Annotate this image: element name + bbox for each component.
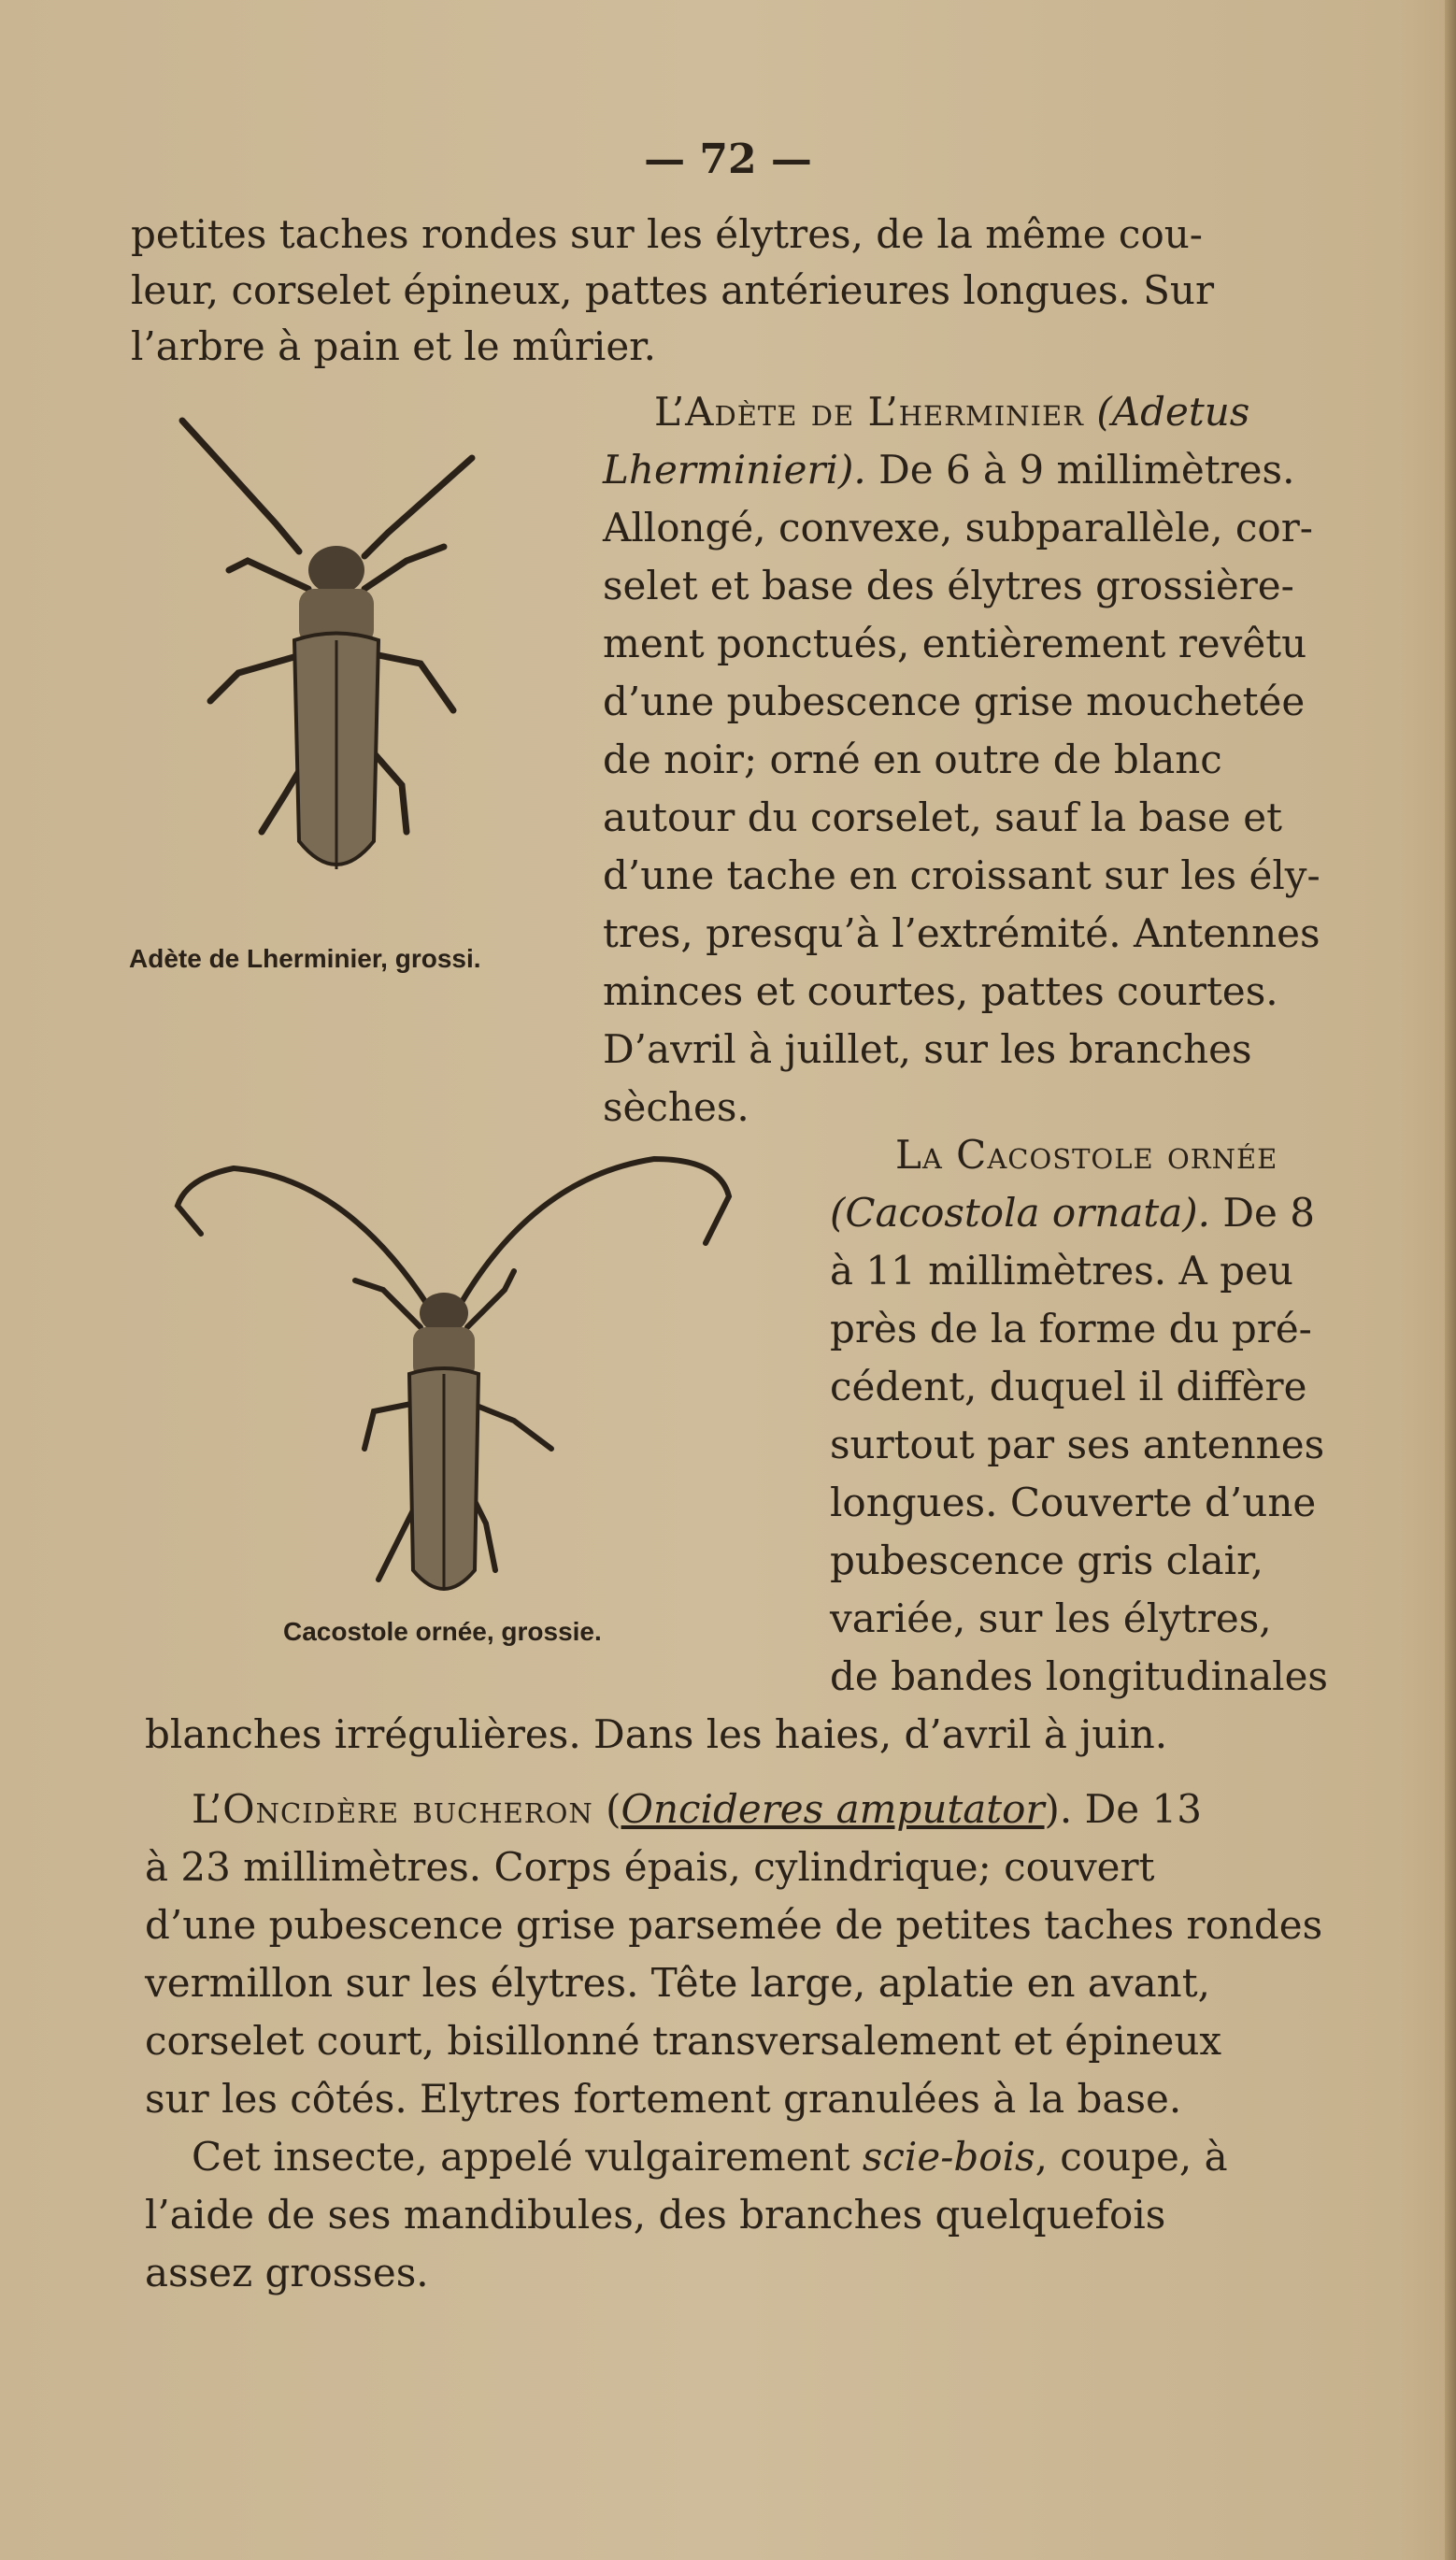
oncidere-heading-line: L’Oncidère bucheron (Oncideres amputator). De 13	[192, 1786, 1202, 1832]
adete-line: tres, presqu’à l’extrémité. Antennes	[603, 910, 1320, 956]
cacostole-latin: (Cacostola ornata).	[830, 1190, 1211, 1236]
intro-line: l’arbre à pain et le mûrier.	[131, 323, 656, 369]
para2-italic: scie-bois	[862, 2134, 1035, 2180]
adete-line: ment ponctués, entièrement revêtu	[603, 621, 1307, 666]
adete-latin: (Adetus	[1096, 389, 1250, 435]
cacostole-line: variée, sur les élytres,	[830, 1595, 1272, 1641]
oncidere-paragraph-2-line: assez grosses.	[145, 2250, 429, 2295]
page-number: — 72 —	[644, 136, 812, 183]
cacostole-caption: Cacostole ornée, grossie.	[283, 1617, 602, 1646]
oncidere-line: d’une pubescence grise parsemée de petites taches rondes	[145, 1902, 1323, 1948]
para2-end: , coupe, à	[1035, 2134, 1228, 2180]
intro-line: leur, corselet épineux, pattes antérieures longues. Sur	[131, 267, 1215, 313]
oncidere-line: à 23 millimètres. Corps épais, cylindrique; couvert	[145, 1844, 1155, 1890]
adete-line: selet et base des élytres grossière-	[603, 563, 1294, 608]
cacostole-line: pubescence gris clair,	[830, 1537, 1263, 1583]
adete-line: de noir; orné en outre de blanc	[603, 737, 1222, 782]
cacostole-illustration	[159, 1140, 813, 1608]
oncidere-line: sur les côtés. Elytres fortement granulées à la base.	[145, 2076, 1182, 2122]
para2-start: Cet insecte, appelé vulgairement	[192, 2134, 863, 2180]
cacostole-antenna-left	[178, 1168, 430, 1309]
adete-name: L’Adète de L’herminier	[654, 389, 1085, 435]
adete-line: d’une tache en croissant sur les ély-	[603, 852, 1320, 898]
cacostole-line: cédent, duquel il diffère	[830, 1364, 1307, 1409]
oncidere-latin: Oncideres amputator	[621, 1786, 1045, 1832]
oncidere-line: corselet court, bisillonné transversalement et épineux	[145, 2018, 1222, 2064]
adete-head	[308, 546, 364, 594]
page-edge-shadow	[1445, 0, 1456, 2560]
adete-line: d’une pubescence grise mouchetée	[603, 679, 1306, 724]
cacostole-line: à 11 millimètres. A peu	[830, 1248, 1293, 1294]
adete-line: minces et courtes, pattes courtes.	[603, 968, 1278, 1014]
oncidere-line: vermillon sur les élytres. Tête large, aplatie en avant,	[145, 1960, 1210, 2006]
oncidere-name: L’Oncidère bucheron	[192, 1786, 593, 1832]
cacostole-line: longues. Couverte d’une	[830, 1480, 1317, 1525]
adete-illustration	[173, 402, 584, 925]
adete-line	[603, 441, 1294, 499]
cacostole-antenna-right	[458, 1159, 729, 1309]
cacostole-name: La Cacostole ornée	[895, 1132, 1278, 1178]
intro-line: petites taches rondes sur les élytres, de la même cou-	[131, 211, 1203, 257]
oncidere-paragraph-2-line	[192, 2128, 1228, 2186]
cacostole-line: de bandes longitudinales	[830, 1653, 1328, 1699]
adete-caption: Adète de Lherminier, grossi.	[129, 944, 481, 973]
adete-line: D’avril à juillet, sur les branches	[603, 1026, 1252, 1072]
oncidere-paragraph-2-line: l’aide de ses mandibules, des branches quelquefois	[145, 2192, 1166, 2238]
adete-line: sèches.	[603, 1084, 749, 1130]
adete-latin-2: Lherminieri).	[603, 447, 866, 493]
oncidere-size-start: . De 13	[1059, 1786, 1202, 1832]
cacostole-size-start: De 8	[1210, 1190, 1315, 1236]
cacostole-line-full: blanches irrégulières. Dans les haies, d’avril à juin.	[145, 1711, 1168, 1757]
adete-line: Allongé, convexe, subparallèle, cor-	[603, 505, 1313, 551]
adete-antenna-left	[182, 421, 299, 551]
adete-size: De 6 à 9 millimètres.	[865, 447, 1295, 493]
cacostole-line	[830, 1184, 1315, 1242]
adete-line: autour du corselet, sauf la base et	[603, 794, 1282, 840]
adete-antenna-right	[364, 458, 472, 556]
adete-heading-line	[654, 383, 1249, 441]
cacostole-heading-line	[895, 1126, 1278, 1184]
cacostole-line: surtout par ses antennes	[830, 1422, 1325, 1467]
cacostole-line: près de la forme du pré-	[830, 1306, 1312, 1352]
